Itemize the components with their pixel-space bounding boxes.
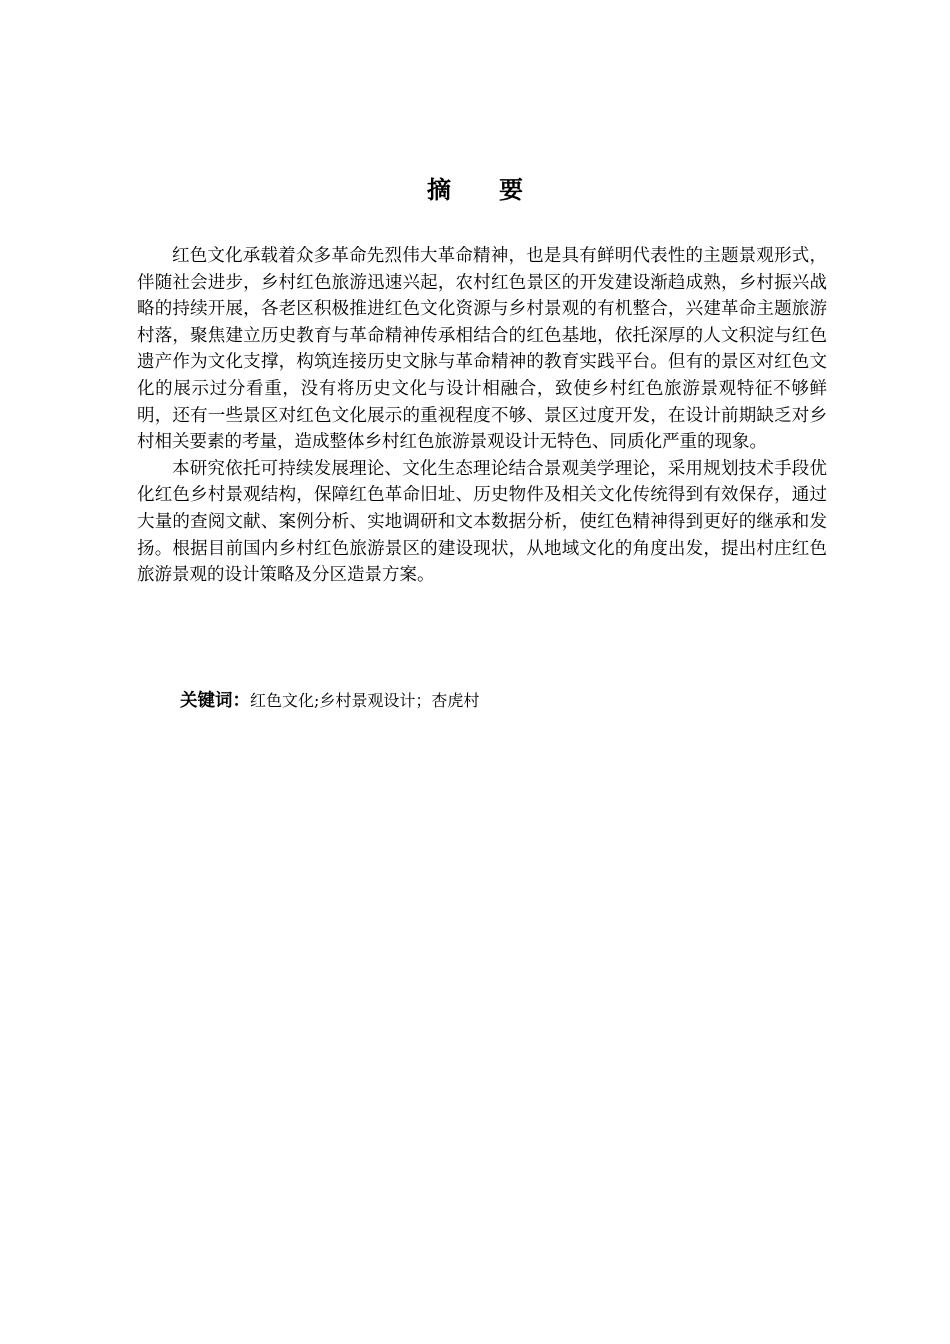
abstract-paragraph-1: 红色文化承载着众多革命先烈伟大革命精神，也是具有鲜明代表性的主题景观形式，伴随社会进步，乡村红色旅游迅速兴起，农村红色景区的开发建设渐趋成熟，乡村振兴战略的持续开展，各老区积极推进红色文化资源与乡村景观的有机整合，兴建革命主题旅游村落，聚焦建立历史教育与革命精神传承相结合的红色基地，依托深厚的人文积淀与红色遗产作为文化支撑，构筑连接历史文脉与革命精神的教育实践平台。但有的景区对红色文化的展示过分看重，没有将历史文化与设计相融合，致使乡村红色旅游景观特征不够鲜明，还有一些景区对红色文化展示的重视程度不够、景区过度开发，在设计前期缺乏对乡村相关要素的考量，造成整体乡村红色旅游景观设计无特色、同质化严重的现象。 xyxy=(137,246,827,453)
abstract-body xyxy=(137,243,827,589)
keywords-line xyxy=(180,686,780,715)
abstract-title: 摘要 xyxy=(427,176,571,204)
abstract-paragraph-2: 本研究依托可持续发展理论、文化生态理论结合景观美学理论，采用规划技术手段优化红色乡村景观结构，保障红色革命旧址、历史物件及相关文化传统得到有效保存，通过大量的查阅文献、案例分析、实地调研和文本数据分析，使红色精神得到更好的继承和发扬。根据目前国内乡村红色旅游景区的建设现状，从地域文化的角度出发，提出村庄红色旅游景观的设计策略及分区造景方案。 xyxy=(137,458,827,586)
keywords-label: 关键词： xyxy=(180,691,250,711)
keywords-values: 红色文化;乡村景观设计；杏虎村 xyxy=(250,691,480,710)
